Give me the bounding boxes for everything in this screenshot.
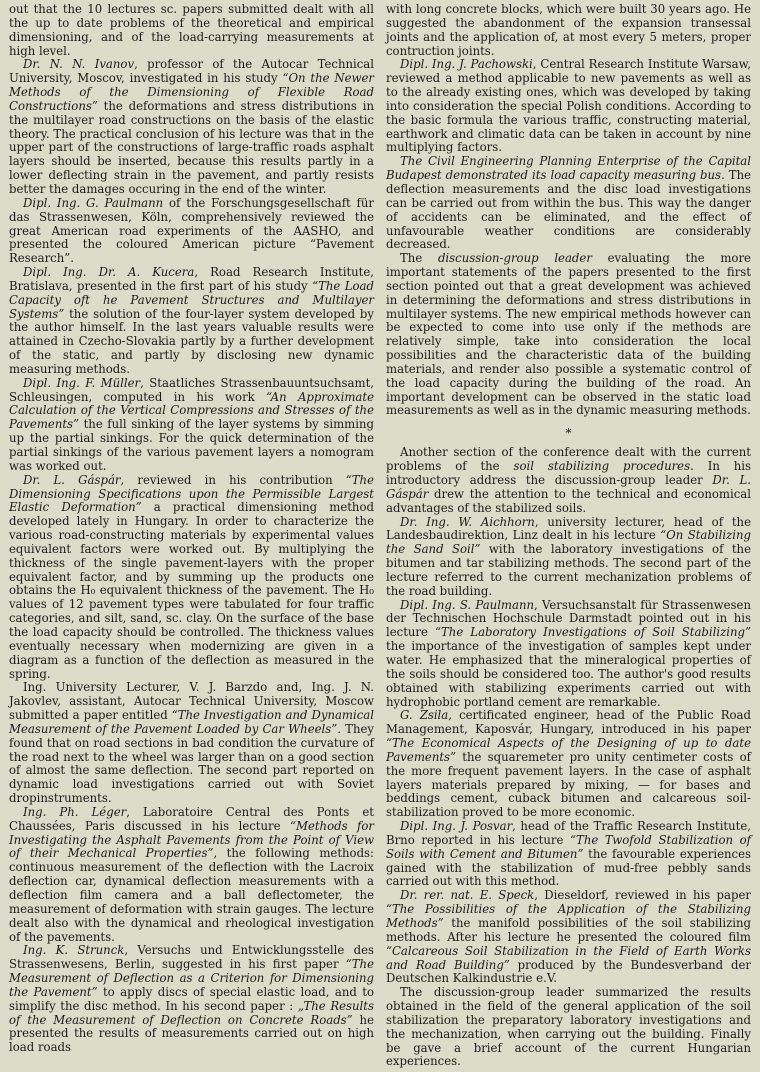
text-run: , reviewed in his contribution [120,472,346,487]
italic-text: “The Possibilities of the Application of the Stabilizing Methods” [386,902,751,930]
text-run: with long concrete blocks, which were built 30 years ago. He suggested the abandonment of the expansion transessal joints and the application of, at most every 5 meters, proper contruction joints. [386,2,751,58]
paragraph [9,197,374,266]
text-run: with the laboratory investigations of the bitumen and tar stabilizing methods. The second part of the lecture referred to the current mechanization problems of the road building. [386,542,751,598]
paragraph [386,58,751,155]
paragraph [386,446,751,515]
text-run: out that the 10 lectures sc. papers submitted dealt with all the up to date problems of the theoretical and empirical dimensioning, and of the load-carrying measurements at high level. [9,2,374,58]
italic-text: “Methods for Investigating the Asphalt Pavements from the Point of View of their Mechanical Properties” [9,818,374,861]
text-run: the favourable experiences gained with the stabilization of mud-free pebbly sands carried out with this method. [386,846,751,889]
italic-text: The Civil Engineering Planning Enterprise of the Capital Budapest demonstrated its load capacity measuring bus [386,154,751,183]
text-run: The [400,251,438,266]
text-run: evaluating the more important statements of the papers presented to the first section pointed out that a great development was achieved in determining the deformations and stress distributions in multilayer systems. The new empirical methods however can be expected to come into use only if the methods are relatively simple, take into consideration the local possibilities and the characteristic data of the building materials, and render also possible a systematic control of the load capacity during the building of the road. An important development can be observed in the static load measurements as well as in the dynamic measuring methods. [386,251,751,418]
italic-text: Dr. rer. nat. E. Speck [400,888,535,903]
italic-text: Dipl. Ing. S. Paulmann [400,597,535,612]
text-run: , Versuchs und Entwicklungsstelle des Strassenwesens, Berlin, suggested in his first paper [9,943,374,972]
italic-text: soil stabilizing procedures [513,459,691,474]
paragraph [386,709,751,820]
paragraph [386,889,751,986]
paragraph [9,266,374,377]
paragraph [386,599,751,710]
italic-text: Dr. L. Gáspár [386,473,751,501]
text-run: Ing. University Lecturer, V. J. Barzdo and, Ing. J. N. Jakovlev, assistant, Autocar Technical University, Moscow submitted a paper entitled [9,680,374,723]
text-run: the manifold possibilities of the soil stabilizing methods. After his lecture he presented the coloured film [386,916,751,944]
italic-text: Dr. N. N. Ivanov [23,57,135,72]
italic-text: Dr. L. Gáspár [23,472,121,487]
text-run: drew the attention to the technical and economical advantages of the stabilized soils. [386,486,751,515]
paragraph [9,944,374,1055]
text-run: . They found that on road sections in bad condition the curvature of the road next to the wheel was larger than on a good section of almost the same deflection. The second part reported on dynamic load investigations carried out with Soviet dropinstruments. [9,721,374,806]
italic-text: discussion-group leader [437,251,592,266]
paragraph [386,516,751,599]
paragraph [9,681,374,806]
italic-text: “An Approximate Calculation of the Vertical Compressions and Stresses of the Pavements” [9,389,375,432]
left-column [9,3,374,1072]
italic-text: Dipl. Ing. Dr. A. Kucera [23,265,195,280]
italic-text: G. Zsila [400,708,449,723]
text-run: , certificated engineer, head of the Public Road Management, Kaposvár, Hungary, introduced in his paper [386,708,751,737]
paragraph [9,58,374,196]
right-column [386,3,751,1072]
italic-text: “The Load Capacity oft he Pavement Structures and Multilayer Systems” [9,278,374,321]
text-run: , university lecturer, head of the Landesbaudirektion, Linz dealt in his lecture [386,514,751,543]
paragraph [9,474,374,682]
italic-text: “The Measurement of Deflection as a Criterion for Dimensioning the Pavement” [9,957,374,999]
italic-text: “The Investigation and Dynamical Measurement of the Pavement Loaded by Car Wheels” [9,708,375,736]
italic-text: Dipl. Ing. J. Posvar [400,819,513,834]
text-run: Another section of the conference dealt with the current problems of the [386,445,751,474]
text-run: the deformations and stress distributions in the multilayer road constructions on the basis of the elastic theory. The practical conclusion of his lecture was that in the upper part of the constructions of large-traffic roads asphalt layers should be inserted, because this results partly in a lower deflecting strain in the pavement, and partly resists better the damages occuring in the end of the winter. [9,98,374,196]
text-run: he presented the results of measurements carried out on high load roads [9,1012,374,1055]
paragraph [9,806,374,944]
paragraph [386,3,751,58]
text-run: The discussion-group leader summarized the results obtained in the field of the general application of the soil stabilization the preparatory laboratory investigations and the mechanization, when carrying out the building. Finally be gave a brief account of the current Hungarian experiences. [386,985,751,1069]
italic-text: “The Laboratory Investigations of Soil Stabilizing” [435,625,751,640]
text-run: produced by the Bundesverband der Deutschen Kalkindustrie e.V. [386,957,751,986]
paragraph [9,377,374,474]
text-run: a practical dimensioning method developed lately in Hungary. In order to characterize the various road-constructing materials by experimental values equivalent factors were worked out. By multiplying the thickness of the single pavement-layers with the proper equivalent factor, and by summing up the products one obtains the H₀ equivalent thickness of the pavement. The H₀ values of 12 pavement types were tabulated for four traffic categories, and silt, sand, sc. clay. On the surface of the base the load capacity should be controlled. The thickness values eventually necessary when modernizing are given in a diagram as a function of the deflection as measured in the spring. [9,500,374,681]
italic-text: Dr. Ing. W. Aichhorn [400,514,535,529]
text-run: , Laboratoire Central des Ponts et Chaussées, Paris discussed in his lecture [9,804,374,833]
italic-text: “The Twofold Stabilization of Soils with Cement and Bitumen” [386,832,751,861]
italic-text: Ing. K. Strunck [23,943,125,958]
text-run: , the following methods: continuous measurement of the deflection with the Lacroix deflection car, dynamical deflection measurements with a deflection film camera and a ball deflectometer, the measurement of deformation with strain gauges. The lecture dealt also with the dynamical and rheological investigation of the pavements. [9,846,374,944]
text-run: . The deflection measurements and the disc load investigations can be carried out from within the bus. This way the danger of accidents can be eliminated, and the effect of unfavourable weather conditions are considerably decreased. [386,168,752,252]
text-run: of the Forschungsgesellschaft für das Strassenwesen, Köln, comprehensively reviewed the great American road experiments of the AASHO, and presented the coloured American picture “Pavement Research”. [9,195,374,266]
italic-text: „The Results of the Measurement of Deflection on Concrete Roads” [9,998,374,1027]
italic-text: Ing. Ph. Léger [23,804,127,819]
section-separator: * [565,426,572,441]
text-run: , Central Research Institute Warsaw, reviewed a method applicable to new pavements as well as to the already existing ones, which was developed by taking into consideration the special Polish conditions. According to the basic formula the various traffic, constructing material, earthwork and climatic data can be taken in account by nine multiplying factors. [386,57,751,155]
text-run: to apply discs of special elastic load, and to simplify the disc method. In his second paper : [9,984,374,1013]
italic-text: “The Economical Aspects of the Designing of up to date Pavements” [386,736,751,764]
text-run: , professor of the Autocar Technical University, Moscov, investigated in his study [9,57,374,86]
italic-text: “On Stabilizing the Sand Soil” [386,528,751,557]
paragraph [9,3,374,58]
text-run: , head of the Traffic Research Institute, Brno reported in his lecture [386,819,751,847]
text-run: , Dieseldorf, reviewed in his paper [534,888,751,903]
italic-text: Dipl. Ing. J. Pachowski [400,57,533,72]
paragraph [386,986,751,1069]
italic-text: “On the Newer Methods of the Dimensioning of Flexible Road Constructions” [9,71,374,113]
paragraph [386,820,751,889]
text-run: . In his introductory address the discussion-group leader [386,459,751,487]
text-run: the solution of the four-layer system developed by the author himself. In the last years valuable results were attained in Czecho-Slovakia partly by a further development of the static, and partly by disclosing new dynamic measuring methods. [9,306,374,376]
text-run: the importance of the investigation of samples kept under water. He emphasized that the mineralogical properties of the soils should be considered too. The author's good results obtained with stabilizing experiments carried out with hydrophobic portland cement are remarkable. [386,639,751,709]
text-run: , Road Research Institute, Bratislava, presented in the first part of his study [9,265,374,293]
paragraph [386,155,751,252]
italic-text: “Calcareous Soil Stabilization in the Field of Earth Works and Road Building” [386,943,751,972]
italic-text: Dipl. Ing. G. Paulmann [23,195,164,210]
text-run: the full sinking of the layer systems by simming up the partial sinkings. For the quick determination of the partial sinkings of the various pavement layers a nomogram was worked out. [9,417,374,473]
text-run: , Versuchsanstalt für Strassenwesen der Technischen Hochschule Darmstadt pointed out in his lecture [386,597,751,640]
paragraph [386,252,751,418]
text-run: , Staatliches Strassenbauuntsuchsamt, Schleusingen, computed in his work [9,375,374,404]
text-run: the squaremeter pro unity centimeter costs of the more frequent pavement layers. In the case of asphalt layers materials prepared by mixing, — for bases and beddings cement, cuback bitumen and calcareous soil-stabilization proved to be more economic. [386,749,751,820]
italic-text: Dipl. Ing. F. Müller [23,375,141,390]
italic-text: “The Dimensioning Specifications upon the Permissible Largest Elastic Deformation” [9,472,374,515]
